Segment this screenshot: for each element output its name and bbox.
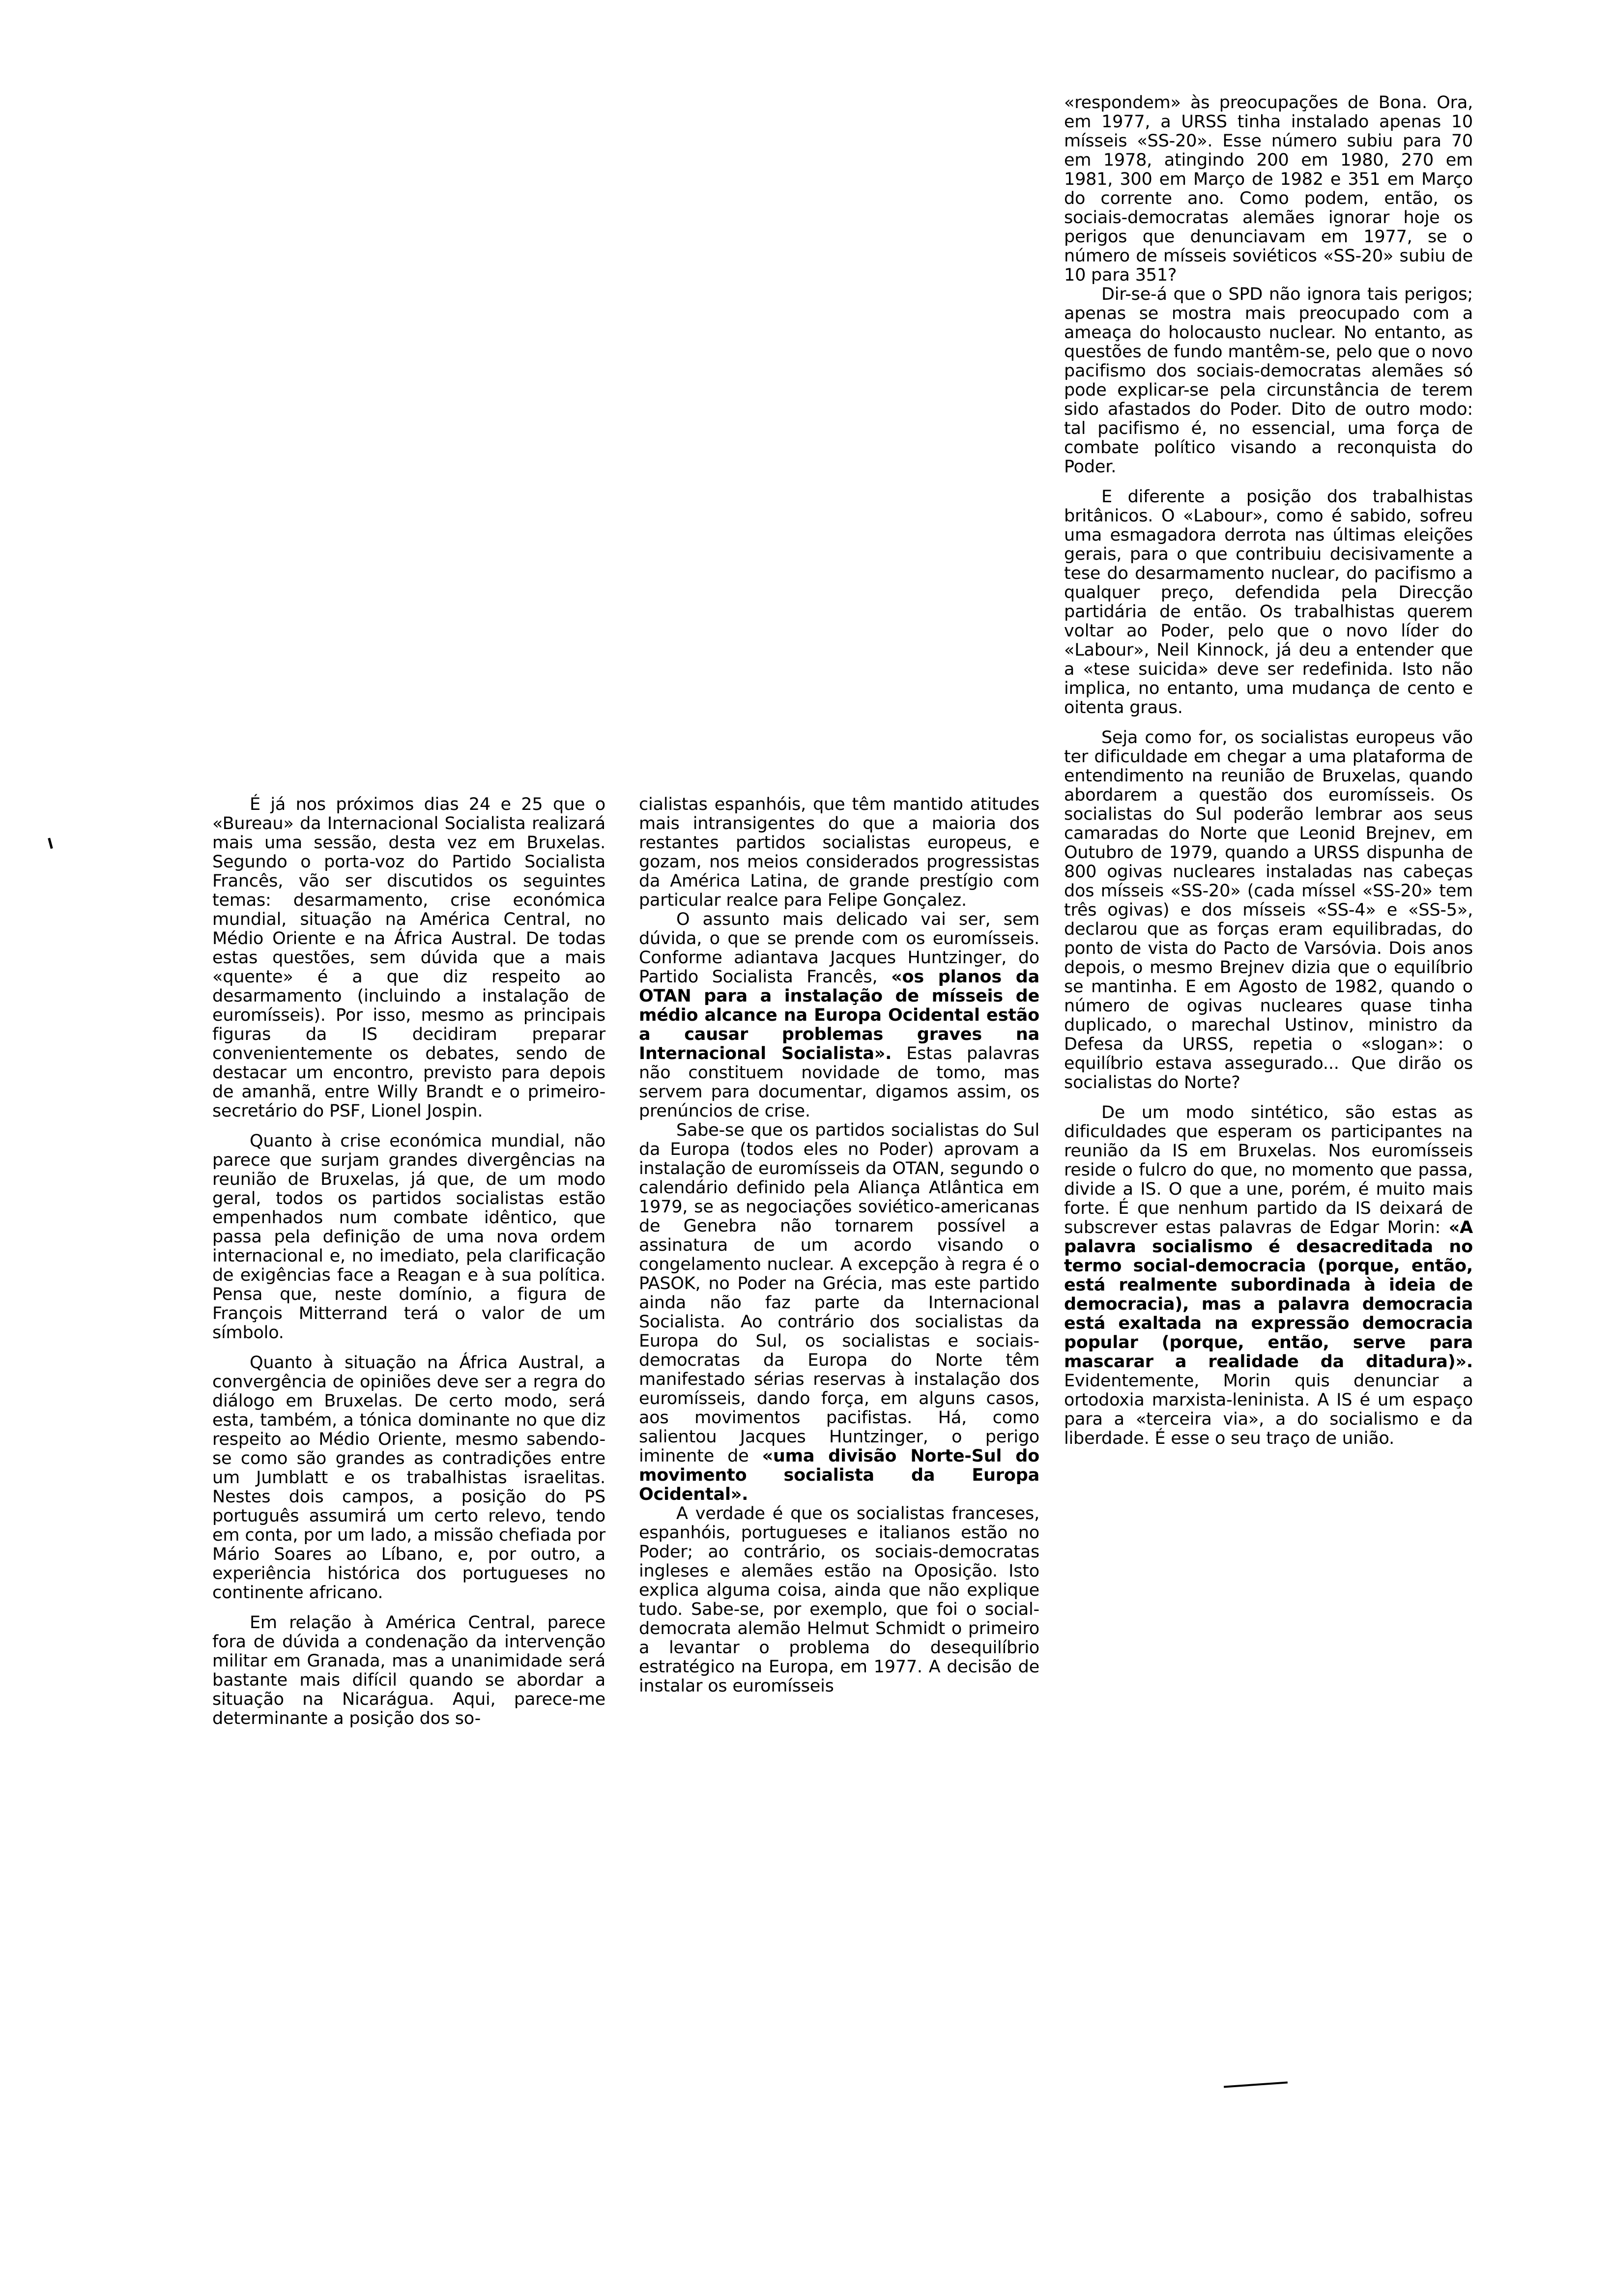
paragraph-southern-africa: Quanto à situação na África Austral, a convergência de opiniões deve ser a regra do diálogo em Bruxelas. De certo modo, será esta, também, a tónica dominante no que diz respeito ao Médio Oriente, mesmo sabendo-se como são grandes as contradições entre um Jumblatt e os trabalhistas israelitas. Nestes dois campos, a posição do PS português assumirá um certo relevo, tendo em conta, por um lado, a missão chefiada por Mário Soares ao Líbano, e, por outro, a experiência histórica dos portugueses no continente africano. bbox=[212, 1353, 605, 1603]
paragraph-euromissiles bbox=[639, 910, 1039, 1121]
text-run: Estas palavras não constituem novidade de tomo, mas servem para documentar, digamos assim, os prenúncios de crise. bbox=[639, 1044, 1039, 1121]
article-column-right bbox=[1064, 93, 1473, 1448]
article-column-middle bbox=[639, 795, 1039, 1696]
paragraph-ss20-numbers: «respondem» às preocupações de Bona. Ora, em 1977, a URSS tinha instalado apenas 10 mísseis «SS-20». Esse número subiu para 70 em 1978, atingindo 200 em 1980, 270 em 1981, 300 em Março de 1982 e 351 em Março do corrente ano. Como podem, então, os sociais-democratas alemães ignorar hoje os perigos que denunciavam em 1977, se o número de mísseis soviéticos «SS-20» subiu de 10 para 351? bbox=[1064, 93, 1473, 285]
text-run: De um modo sintético, são estas as dificuldades que esperam os participantes na reunião da IS em Bruxelas. Nos euromísseis reside o fulcro do que, no momento que passa, divide a IS. O que a une, porém, é muito mais forte. É que nenhum partido da IS deixará de subscrever estas palavras de Edgar Morin: bbox=[1064, 1103, 1473, 1237]
paragraph-bruxelas-session: É já nos próximos dias 24 e 25 que o «Bureau» da Internacional Socialista realizará mais uma sessão, desta vez em Bruxelas. Segundo o porta-voz do Partido Socialista Francês, vão ser discutidos os seguintes temas: desarmamento, crise económica mundial, situação na América Central, no Médio Oriente e na África Austral. De todas estas questões, sem dúvida que a mais «quente» é a que diz respeito ao desarmamento (incluindo a instalação de euromísseis). Por isso, mesmo as principais figuras da IS decidiram preparar convenientemente os debates, sendo de destacar um encontro, previsto para depois de amanhã, entre Willy Brandt e o primeiro-secretário do PSF, Lionel Jospin. bbox=[212, 795, 605, 1121]
quote-huntzinger-otan: «os planos da OTAN para a instalação de mísseis de médio alcance na Europa Ocidental estão a causar problemas graves na Internacional Socialista». bbox=[639, 967, 1039, 1063]
paragraph-conclusion-morin bbox=[1064, 1103, 1473, 1448]
text-run: Sabe-se que os partidos socialistas do Sul da Europa (todos eles no Poder) aprovam a instalação de euromísseis da OTAN, segundo o calendário definido pela Aliança Atlântica em 1979, se as negociações soviético-americanas de Genebra não tornarem possível a assinatura de um acordo visando o congelamento nuclear. A excepção à regra é o PASOK, no Poder na Grécia, mas este partido ainda não faz parte da Internacional Socialista. Ao contrário dos socialistas da Europa do Sul, os socialistas e sociais-democratas da Europa do Norte têm manifestado sérias reservas à instalação dos euromísseis, dando força, em alguns casos, aos movimentos pacifistas. Há, como salientou Jacques Huntzinger, o perigo iminente de bbox=[639, 1120, 1039, 1466]
paragraph-economic-crisis: Quanto à crise económica mundial, não parece que surjam grandes divergências na reunião de Bruxelas, já que, de um modo geral, todos os partidos socialistas estão empenhados num combate idêntico, que passa pela definição de uma nova ordem internacional e, no imediato, pela clarificação de exigências face a Reagan e à sua política. Pensa que, neste domínio, a figura de François Mitterrand terá o valor de um símbolo. bbox=[212, 1131, 605, 1343]
quote-edgar-morin: «A palavra socialismo é desacreditada no termo social-democracia (porque, então, está realmente subordinada à ideia de democracia), mas a palavra democracia está exaltada na expressão democracia popular (porque, então, serve para mascarar a realidade da ditadura)». bbox=[1064, 1218, 1473, 1372]
article-end-rule bbox=[1224, 2081, 1288, 2088]
scan-artifact-mark bbox=[48, 838, 53, 849]
paragraph-labour-position: E diferente a posição dos trabalhistas britânicos. O «Labour», como é sabido, sofreu uma esmagadora derrota nas últimas eleições gerais, para o que contribuiu decisivamente a tese do desarmamento nuclear, do pacifismo a qualquer preço, defendida pela Direcção partidária de então. Os trabalhistas querem voltar ao Poder, pelo que o novo líder do «Labour», Neil Kinnock, já deu a entender que a «tese suicida» deve ser redefinida. Isto não implica, no entanto, uma mudança de cento e oitenta graus. bbox=[1064, 487, 1473, 718]
paragraph-spanish-socialists: cialistas espanhóis, que têm mantido atitudes mais intransigentes do que a maioria dos restantes partidos socialistas europeus, e gozam, nos meios considerados progressistas da América Latina, de grande prestígio com particular realce para Felipe Gonçalez. bbox=[639, 795, 1039, 910]
article-column-left bbox=[212, 795, 605, 1728]
paragraph-south-europe-parties bbox=[639, 1121, 1039, 1504]
paragraph-brejnev-balance: Seja como for, os socialistas europeus vão ter dificuldade em chegar a uma plataforma de entendimento na reunião de Bruxelas, quando abordarem a questão dos euromísseis. Os socialistas do Sul poderão lembrar aos seus camaradas do Norte que Leonid Brejnev, em Outubro de 1979, quando a URSS dispunha de 800 ogivas nucleares instaladas nas cabeças dos mísseis «SS-20» (cada míssel «SS-20» tem três ogivas) e dos mísseis «SS-4» e «SS-5», declarou que as forças eram equilibradas, do ponto de vista do Pacto de Varsóvia. Dois anos depois, o mesmo Brejnev dizia que o equilíbrio se mantinha. E em Agosto de 1982, quando o número de ogivas nucleares quase tinha duplicado, o marechal Ustinov, ministro da Defesa da URSS, repetia o «slogan»: o equilíbrio estava assegurado... Que dirão os socialistas do Norte? bbox=[1064, 728, 1473, 1092]
text-run: O assunto mais delicado vai ser, sem dúvida, o que se prende com os euromísseis. Conforme adiantava Jacques Huntzinger, do Partido Socialista Francês, bbox=[639, 910, 1039, 987]
paragraph-spd-pacifism: Dir-se-á que o SPD não ignora tais perigos; apenas se mostra mais preocupado com a ameaça do holocausto nuclear. No entanto, as questões de fundo mantêm-se, pelo que o novo pacifismo dos sociais-democratas alemães só pode explicar-se pela circunstância de terem sido afastados do Poder. Dito de outro modo: tal pacifismo é, no essencial, uma força de combate político visando a reconquista do Poder. bbox=[1064, 285, 1473, 477]
paragraph-central-america: Em relação à América Central, parece fora de dúvida a condenação da intervenção militar em Granada, mas a unanimidade será bastante mais difícil quando se abordar a situação na Nicarágua. Aqui, parece-me determinante a posição dos so- bbox=[212, 1613, 605, 1728]
text-run: Evidentemente, Morin quis denunciar a ortodoxia marxista-leninista. A IS é um espaço para a «terceira via», a do socialismo e da liberdade. É esse o seu traço de união. bbox=[1064, 1371, 1473, 1448]
paragraph-truth-in-power: A verdade é que os socialistas franceses, espanhóis, portugueses e italianos estão no Poder; ao contrário, os sociais-democratas ingleses e alemães estão na Oposição. Isto explica alguma coisa, ainda que não explique tudo. Sabe-se, por exemplo, que foi o social-democrata alemão Helmut Schmidt o primeiro a levantar o problema do desequilíbrio estratégico na Europa, em 1977. A decisão de instalar os euromísseis bbox=[639, 1504, 1039, 1696]
quote-north-south-division: «uma divisão Norte-Sul do movimento socialista da Europa Ocidental». bbox=[639, 1446, 1039, 1504]
